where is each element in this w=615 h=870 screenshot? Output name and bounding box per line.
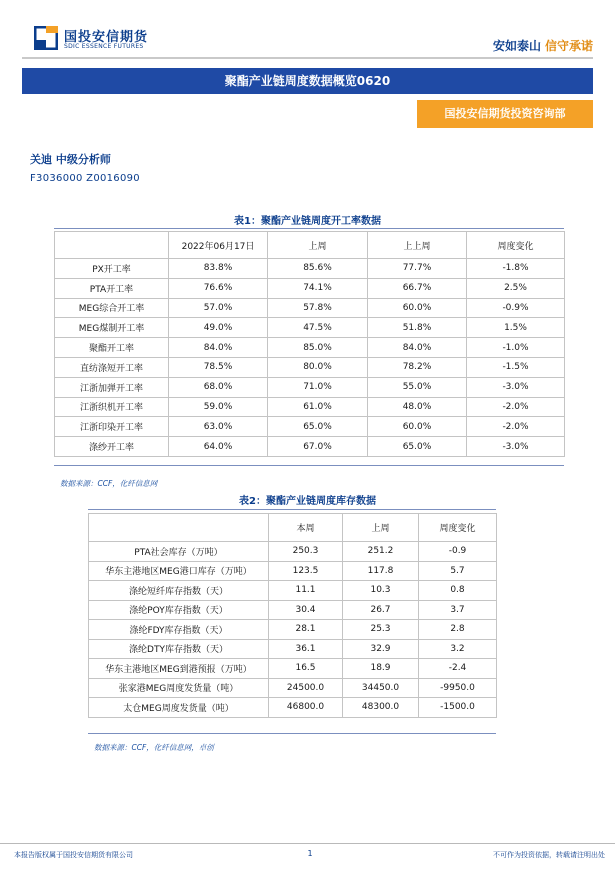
row-label-cell: 华东主港地区MEG到港预报（万吨） — [89, 659, 269, 679]
value-cell: 36.1 — [269, 639, 343, 659]
value-cell: 250.3 — [269, 542, 343, 562]
table-header-cell — [89, 514, 269, 542]
row-label-cell: PTA社会库存（万吨） — [89, 542, 269, 562]
table-row — [89, 600, 497, 620]
value-cell: -3.0% — [467, 377, 565, 397]
value-cell: 34450.0 — [343, 678, 419, 698]
value-cell: -9950.0 — [419, 678, 497, 698]
table-header-row — [55, 232, 565, 259]
value-cell: 67.0% — [268, 437, 368, 457]
value-cell: 74.1% — [268, 278, 368, 298]
value-cell: 123.5 — [269, 561, 343, 581]
value-cell: 5.7 — [419, 561, 497, 581]
table-header-cell: 2022年06月17日 — [169, 232, 268, 259]
table-header-cell: 周度变化 — [467, 232, 565, 259]
value-cell: 48300.0 — [343, 698, 419, 718]
table-header-cell: 上上周 — [368, 232, 467, 259]
company-logo — [34, 24, 194, 54]
table-row — [89, 698, 497, 718]
department-label: 国投安信期货投资咨询部 — [417, 100, 593, 128]
value-cell: 11.1 — [269, 581, 343, 601]
value-cell: 61.0% — [268, 397, 368, 417]
table1-source-note: 数据来源：CCF，化纤信息网 — [60, 479, 158, 488]
value-cell: -2.0% — [467, 397, 565, 417]
value-cell: 76.6% — [169, 278, 268, 298]
table-header-cell: 周度变化 — [419, 514, 497, 542]
table-row — [55, 397, 565, 417]
value-cell: -2.0% — [467, 417, 565, 437]
row-label-cell: MEG综合开工率 — [55, 298, 169, 318]
value-cell: 46800.0 — [269, 698, 343, 718]
table-row — [55, 278, 565, 298]
table-row — [55, 259, 565, 279]
footer-divider — [0, 843, 615, 844]
row-label-cell: 涤纶POY库存指数（天） — [89, 600, 269, 620]
value-cell: 25.3 — [343, 620, 419, 640]
value-cell: 28.1 — [269, 620, 343, 640]
row-label-cell: 华东主港地区MEG港口库存（万吨） — [89, 561, 269, 581]
value-cell: -0.9 — [419, 542, 497, 562]
company-slogan — [493, 37, 593, 54]
table-header-cell: 上周 — [268, 232, 368, 259]
value-cell: 18.9 — [343, 659, 419, 679]
value-cell: 68.0% — [169, 377, 268, 397]
logo-english-name: SDIC ESSENCE FUTURES — [64, 43, 144, 50]
table-row — [55, 377, 565, 397]
table-row — [55, 417, 565, 437]
table2-top-rule — [88, 509, 496, 510]
value-cell: 60.0% — [368, 417, 467, 437]
table-row — [89, 542, 497, 562]
value-cell: 26.7 — [343, 600, 419, 620]
row-label-cell: 涤纶短纤库存指数（天） — [89, 581, 269, 601]
value-cell: -1500.0 — [419, 698, 497, 718]
value-cell: 85.0% — [268, 338, 368, 358]
value-cell: 2.8 — [419, 620, 497, 640]
value-cell: 3.7 — [419, 600, 497, 620]
value-cell: 2.5% — [467, 278, 565, 298]
table1-title: 表1：聚酯产业链周度开工率数据 — [234, 216, 381, 227]
row-label-cell: PTA开工率 — [55, 278, 169, 298]
row-label-cell: 直纺涤短开工率 — [55, 357, 169, 377]
value-cell: 117.8 — [343, 561, 419, 581]
value-cell: -1.5% — [467, 357, 565, 377]
row-label-cell: 太仓MEG周度发货量（吨） — [89, 698, 269, 718]
value-cell: 30.4 — [269, 600, 343, 620]
row-label-cell: PX开工率 — [55, 259, 169, 279]
inventory-table — [88, 513, 497, 718]
value-cell: 57.0% — [169, 298, 268, 318]
table-row — [89, 581, 497, 601]
row-label-cell: 江浙加弹开工率 — [55, 377, 169, 397]
value-cell: -1.0% — [467, 338, 565, 358]
report-title: 聚酯产业链周度数据概览0620 — [22, 68, 593, 94]
table-header-cell: 上周 — [343, 514, 419, 542]
value-cell: 49.0% — [169, 318, 268, 338]
value-cell: 63.0% — [169, 417, 268, 437]
table-header-cell: 本周 — [269, 514, 343, 542]
value-cell: 80.0% — [268, 357, 368, 377]
slogan-accent: 信守承诺 — [544, 39, 593, 53]
table1-top-rule — [54, 228, 564, 229]
table-row — [89, 639, 497, 659]
value-cell: 85.6% — [268, 259, 368, 279]
author-name: 关迪 中级分析师 — [30, 153, 111, 166]
value-cell: 65.0% — [268, 417, 368, 437]
value-cell: 59.0% — [169, 397, 268, 417]
table2-title: 表2：聚酯产业链周度库存数据 — [239, 496, 376, 507]
author-certificates: F3036000 Z0016090 — [30, 173, 140, 184]
table-row — [55, 437, 565, 457]
table-header-row — [89, 514, 497, 542]
value-cell: 55.0% — [368, 377, 467, 397]
row-label-cell: 聚酯开工率 — [55, 338, 169, 358]
logo-chinese-name: 国投安信期货 — [64, 30, 149, 45]
value-cell: 251.2 — [343, 542, 419, 562]
value-cell: -0.9% — [467, 298, 565, 318]
logo-mark-icon — [34, 26, 58, 50]
table-row — [55, 298, 565, 318]
row-label-cell: 涤纱开工率 — [55, 437, 169, 457]
page-number: 1 — [307, 849, 313, 858]
value-cell: 57.8% — [268, 298, 368, 318]
value-cell: 60.0% — [368, 298, 467, 318]
row-label-cell: MEG煤制开工率 — [55, 318, 169, 338]
value-cell: 64.0% — [169, 437, 268, 457]
value-cell: 48.0% — [368, 397, 467, 417]
row-label-cell: 张家港MEG周度发货量（吨） — [89, 678, 269, 698]
value-cell: 71.0% — [268, 377, 368, 397]
value-cell: 51.8% — [368, 318, 467, 338]
utilization-rate-table — [54, 231, 565, 457]
table-row — [89, 678, 497, 698]
value-cell: 32.9 — [343, 639, 419, 659]
value-cell: 0.8 — [419, 581, 497, 601]
row-label-cell: 江浙印染开工率 — [55, 417, 169, 437]
value-cell: -3.0% — [467, 437, 565, 457]
footer-disclaimer: 不可作为投资依据，转载请注明出处 — [493, 851, 605, 859]
table-row — [89, 620, 497, 640]
row-label-cell: 江浙织机开工率 — [55, 397, 169, 417]
table-row — [89, 561, 497, 581]
value-cell: 66.7% — [368, 278, 467, 298]
table-row — [55, 357, 565, 377]
value-cell: -1.8% — [467, 259, 565, 279]
value-cell: 78.5% — [169, 357, 268, 377]
table-row — [89, 659, 497, 679]
table2-source-note: 数据来源：CCF，化纤信息网，卓创 — [94, 743, 214, 752]
footer-copyright: 本报告版权属于国投安信期货有限公司 — [14, 851, 133, 859]
value-cell: 1.5% — [467, 318, 565, 338]
row-label-cell: 涤纶DTY库存指数（天） — [89, 639, 269, 659]
value-cell: 3.2 — [419, 639, 497, 659]
value-cell: 84.0% — [368, 338, 467, 358]
value-cell: 78.2% — [368, 357, 467, 377]
value-cell: 84.0% — [169, 338, 268, 358]
table-row — [55, 338, 565, 358]
table-header-cell — [55, 232, 169, 259]
value-cell: 65.0% — [368, 437, 467, 457]
value-cell: 77.7% — [368, 259, 467, 279]
table-row — [55, 318, 565, 338]
value-cell: 24500.0 — [269, 678, 343, 698]
row-label-cell: 涤纶FDY库存指数（天） — [89, 620, 269, 640]
table2-bottom-rule — [88, 733, 496, 734]
header-divider — [22, 57, 593, 59]
value-cell: -2.4 — [419, 659, 497, 679]
value-cell: 16.5 — [269, 659, 343, 679]
slogan-main: 安如泰山 — [492, 39, 541, 53]
value-cell: 83.8% — [169, 259, 268, 279]
table1-bottom-rule — [54, 465, 564, 466]
value-cell: 10.3 — [343, 581, 419, 601]
value-cell: 47.5% — [268, 318, 368, 338]
